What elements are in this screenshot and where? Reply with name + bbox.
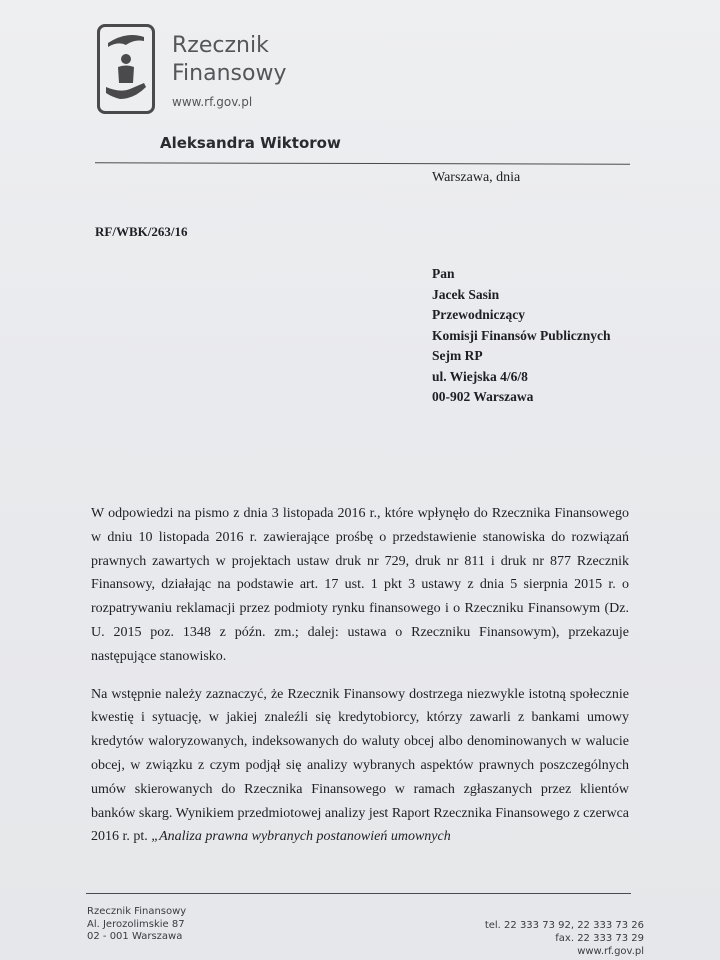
- body-paragraph-2-text: Na wstępnie należy zaznaczyć, że Rzecznik Finansowy dostrzega niezwykle istotną społecznie kwestię i sytuację, w jakiej znaleźli się kredytobiorcy, którzy zawarli z bankami umowy kredytów waloryzowanych, indeksowanych do waluty obcej albo denominowanych w walucie obcej, w związku z czym podjął się analizy wybranych aspektów prawnych poszczególnych umów skierowanych do Rzecznika Finansowego w ramach zgłaszanych przez klientów banków skarg. Wynikiem przedmiotowej analizy jest Raport Rzecznika Finansowego z czerwca 2016 r. pt.: [91, 686, 629, 845]
- addressee-block: [432, 264, 611, 408]
- addressee-line: Sejm RP: [432, 348, 483, 363]
- addressee-line: ul. Wiejska 4/6/8: [432, 368, 528, 384]
- footer-address: [87, 906, 186, 944]
- addressee-line: Komisji Finansów Publicznych: [432, 327, 611, 343]
- footer-web: www.rf.gov.pl: [577, 946, 644, 957]
- footer-org: Rzecznik Finansowy: [87, 906, 187, 917]
- header-divider: [95, 162, 630, 164]
- reference-number: RF/WBK/263/16: [95, 224, 188, 239]
- brand-line1: Rzecznik: [172, 33, 269, 58]
- date-label: Warszawa, dnia: [432, 170, 521, 185]
- logo-icon: [97, 24, 155, 114]
- website-label: www.rf.gov.pl: [172, 95, 253, 109]
- body-paragraph-2: [91, 683, 629, 850]
- report-title: „Analiza prawna wybranych postanowień umownych: [151, 829, 451, 845]
- footer-street: Al. Jerozolimskie 87: [87, 918, 185, 930]
- footer-divider: [86, 893, 631, 894]
- footer-fax: fax. 22 333 73 29: [555, 933, 644, 944]
- letter-body: [91, 502, 629, 863]
- addressee-line: Jacek Sasin: [432, 286, 500, 302]
- sender-name: Aleksandra Wiktorow: [160, 134, 341, 152]
- footer-city: 02 - 001 Warszawa: [87, 931, 183, 942]
- addressee-line: Pan: [432, 266, 455, 281]
- brand-line2: Finansowy: [172, 61, 287, 86]
- addressee-line: 00-902 Warszawa: [432, 389, 534, 404]
- brand-block: [172, 32, 286, 110]
- addressee-line: Przewodniczący: [432, 307, 525, 322]
- footer-contact: [485, 919, 644, 958]
- body-paragraph-1: W odpowiedzi na pismo z dnia 3 listopada 2016 r., które wpłynęło do Rzecznika Finansowego w dniu 10 listopada 2016 r. zawierające prośbę o przedstawienie stanowiska do rozwiązań prawnych zawartych w projektach ustaw druk nr 729, druk nr 811 i druk nr 877 Rzecznik Finansowy, działając na podstawie art. 17 ust. 1 pkt 3 ustawy z dnia 5 sierpnia 2015 r. o rozpatrywaniu reklamacji przez podmioty rynku finansowego i o Rzeczniku Finansowym (Dz. U. 2015 poz. 1348 z późn. zm.; dalej: ustawa o Rzeczniku Finansowym), przekazuje następujące stanowisko.: [91, 506, 629, 664]
- footer-phone: tel. 22 333 73 92, 22 333 73 26: [484, 920, 644, 931]
